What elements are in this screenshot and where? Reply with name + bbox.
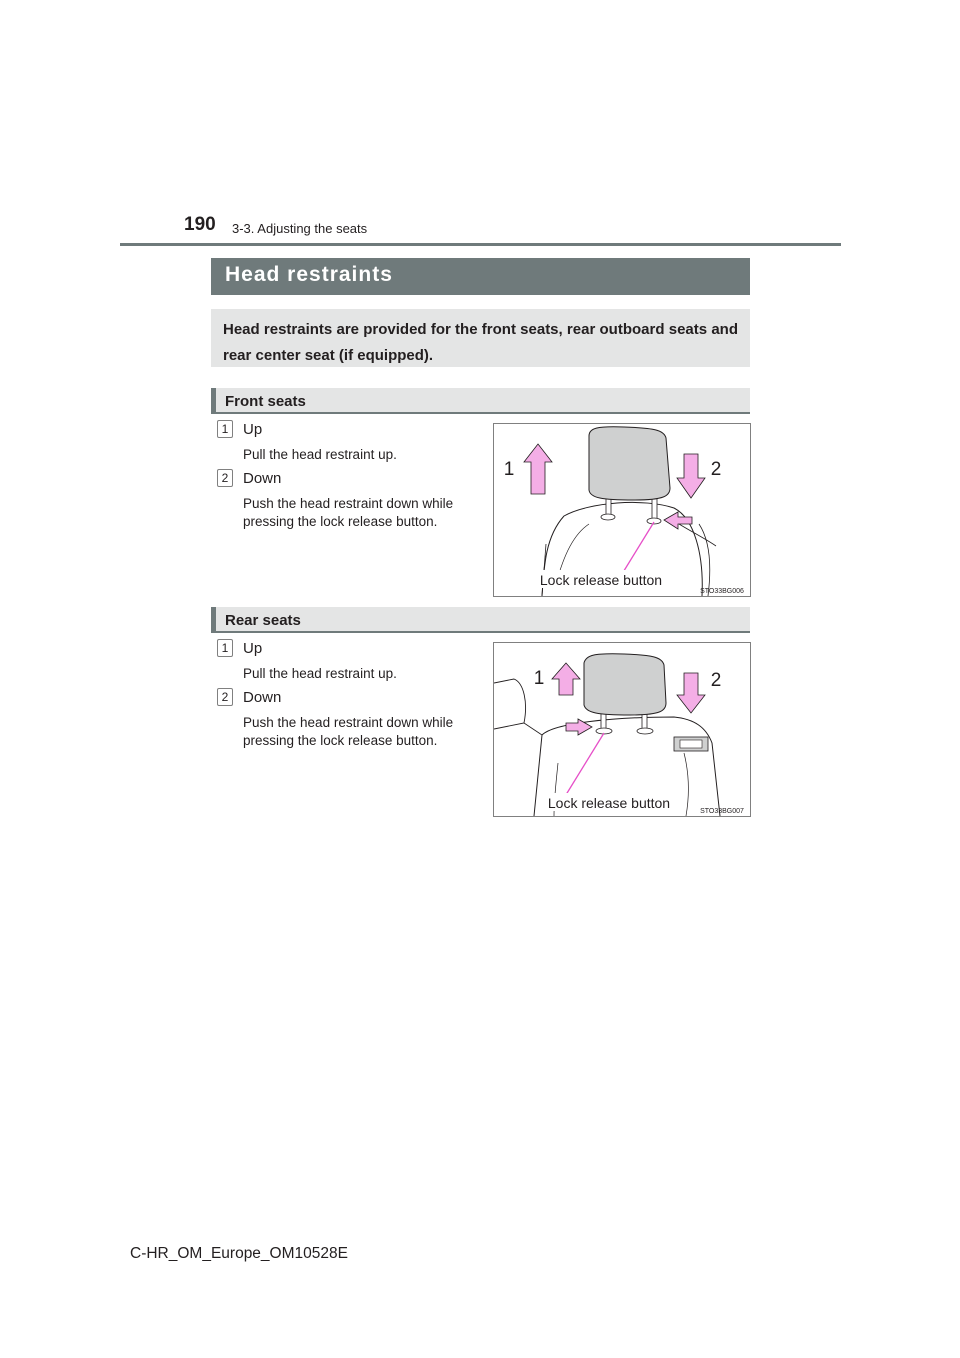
step-label-up: Up [243,640,263,657]
lock-release-callout: Lock release button [547,795,671,811]
figure-arrow-number: 2 [710,459,722,480]
page-title: Head restraints [211,258,750,295]
step-number-badge: 1 [217,639,233,657]
down-arrow-icon [677,454,705,498]
up-arrow-icon [552,663,580,695]
figure-code: STO33BG007 [700,808,744,815]
figure-arrow-number: 2 [710,670,722,691]
section-reference: 3-3. Adjusting the seats [232,221,368,236]
up-arrow-icon [524,444,552,494]
down-arrow-icon [677,673,705,713]
step-label-up: Up [243,421,263,438]
step-description: Push the head restraint down while pressing the lock release button. [243,715,454,748]
front-seat-illustration [494,424,750,596]
step-label-down: Down [243,689,282,706]
front-seats-heading: Front seats [211,388,750,414]
step-number-badge: 2 [217,688,233,706]
document-footer: C-HR_OM_Europe_OM10528E [130,1245,348,1262]
figure-arrow-number: 1 [503,459,515,480]
rear-seats-heading: Rear seats [211,607,750,633]
step-description: Pull the head restraint up. [243,447,397,462]
header-rule [120,243,841,246]
rear-head-restraint-figure [493,642,751,817]
step-description: Pull the head restraint up. [243,666,397,681]
step-description: Push the head restraint down while pressing the lock release button. [243,496,454,529]
figure-arrow-number: 1 [533,668,545,689]
figure-code: STO33BG006 [700,588,744,595]
step-number-badge: 1 [217,420,233,438]
step-number-badge: 2 [217,469,233,487]
front-head-restraint-figure [493,423,751,597]
page-number: 190 [184,214,216,235]
step-label-down: Down [243,470,282,487]
rear-seat-illustration [494,643,750,816]
intro-text: Head restraints are provided for the front seats, rear outboard seats and rear center seat (if equipped). [211,309,750,367]
lock-release-callout: Lock release button [539,572,663,588]
